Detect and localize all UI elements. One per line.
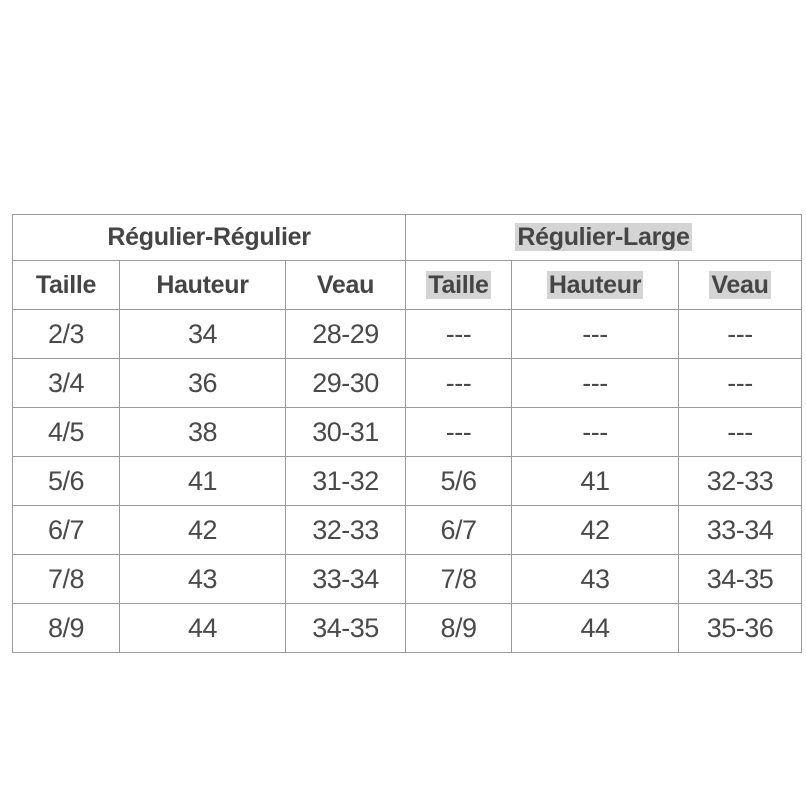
column-header-veau: Veau bbox=[286, 261, 406, 310]
cell-hauteur-large: --- bbox=[512, 408, 679, 457]
cell-taille-large: 7/8 bbox=[406, 555, 512, 604]
group-header-regulier-regulier bbox=[13, 215, 406, 261]
cell-veau: 32-33 bbox=[286, 506, 406, 555]
cell-hauteur: 44 bbox=[120, 604, 286, 653]
table-row bbox=[13, 359, 802, 408]
cell-hauteur-large: 42 bbox=[512, 506, 679, 555]
group-label: Régulier-Régulier bbox=[107, 223, 311, 251]
column-header-taille: Taille bbox=[13, 261, 120, 310]
cell-veau: 31-32 bbox=[286, 457, 406, 506]
column-header-hauteur: Hauteur bbox=[120, 261, 286, 310]
cell-veau-large: 34-35 bbox=[679, 555, 802, 604]
cell-hauteur: 36 bbox=[120, 359, 286, 408]
cell-veau: 34-35 bbox=[286, 604, 406, 653]
cell-taille: 7/8 bbox=[13, 555, 120, 604]
column-header-row bbox=[13, 261, 802, 310]
size-chart-table bbox=[12, 214, 802, 653]
cell-veau-large: 33-34 bbox=[679, 506, 802, 555]
group-label-highlighted: Régulier-Large bbox=[517, 223, 690, 251]
cell-hauteur-large: --- bbox=[512, 359, 679, 408]
table-row bbox=[13, 506, 802, 555]
cell-taille: 4/5 bbox=[13, 408, 120, 457]
cell-veau-large: --- bbox=[679, 408, 802, 457]
cell-hauteur: 41 bbox=[120, 457, 286, 506]
cell-hauteur-large: 43 bbox=[512, 555, 679, 604]
cell-taille: 5/6 bbox=[13, 457, 120, 506]
cell-veau-large: --- bbox=[679, 359, 802, 408]
cell-taille-large: 8/9 bbox=[406, 604, 512, 653]
table-row bbox=[13, 310, 802, 359]
cell-taille-large: --- bbox=[406, 408, 512, 457]
cell-veau: 28-29 bbox=[286, 310, 406, 359]
cell-taille-large: 6/7 bbox=[406, 506, 512, 555]
cell-taille: 3/4 bbox=[13, 359, 120, 408]
cell-taille: 6/7 bbox=[13, 506, 120, 555]
cell-hauteur-large: 44 bbox=[512, 604, 679, 653]
cell-taille-large: --- bbox=[406, 359, 512, 408]
cell-veau-large: 35-36 bbox=[679, 604, 802, 653]
table-row bbox=[13, 604, 802, 653]
cell-hauteur: 38 bbox=[120, 408, 286, 457]
cell-veau-large: 32-33 bbox=[679, 457, 802, 506]
table-row bbox=[13, 408, 802, 457]
column-header-taille-large: Taille bbox=[406, 261, 512, 310]
cell-taille-large: --- bbox=[406, 310, 512, 359]
cell-hauteur-large: --- bbox=[512, 310, 679, 359]
group-header-regulier-large bbox=[406, 215, 802, 261]
cell-hauteur: 34 bbox=[120, 310, 286, 359]
column-header-veau-large: Veau bbox=[679, 261, 802, 310]
cell-taille-large: 5/6 bbox=[406, 457, 512, 506]
cell-veau: 30-31 bbox=[286, 408, 406, 457]
column-header-hauteur-large: Hauteur bbox=[512, 261, 679, 310]
cell-taille: 2/3 bbox=[13, 310, 120, 359]
cell-veau: 29-30 bbox=[286, 359, 406, 408]
group-header-row bbox=[13, 215, 802, 261]
table-row bbox=[13, 555, 802, 604]
cell-veau-large: --- bbox=[679, 310, 802, 359]
cell-taille: 8/9 bbox=[13, 604, 120, 653]
cell-hauteur: 43 bbox=[120, 555, 286, 604]
cell-hauteur-large: 41 bbox=[512, 457, 679, 506]
cell-hauteur: 42 bbox=[120, 506, 286, 555]
cell-veau: 33-34 bbox=[286, 555, 406, 604]
table-row bbox=[13, 457, 802, 506]
